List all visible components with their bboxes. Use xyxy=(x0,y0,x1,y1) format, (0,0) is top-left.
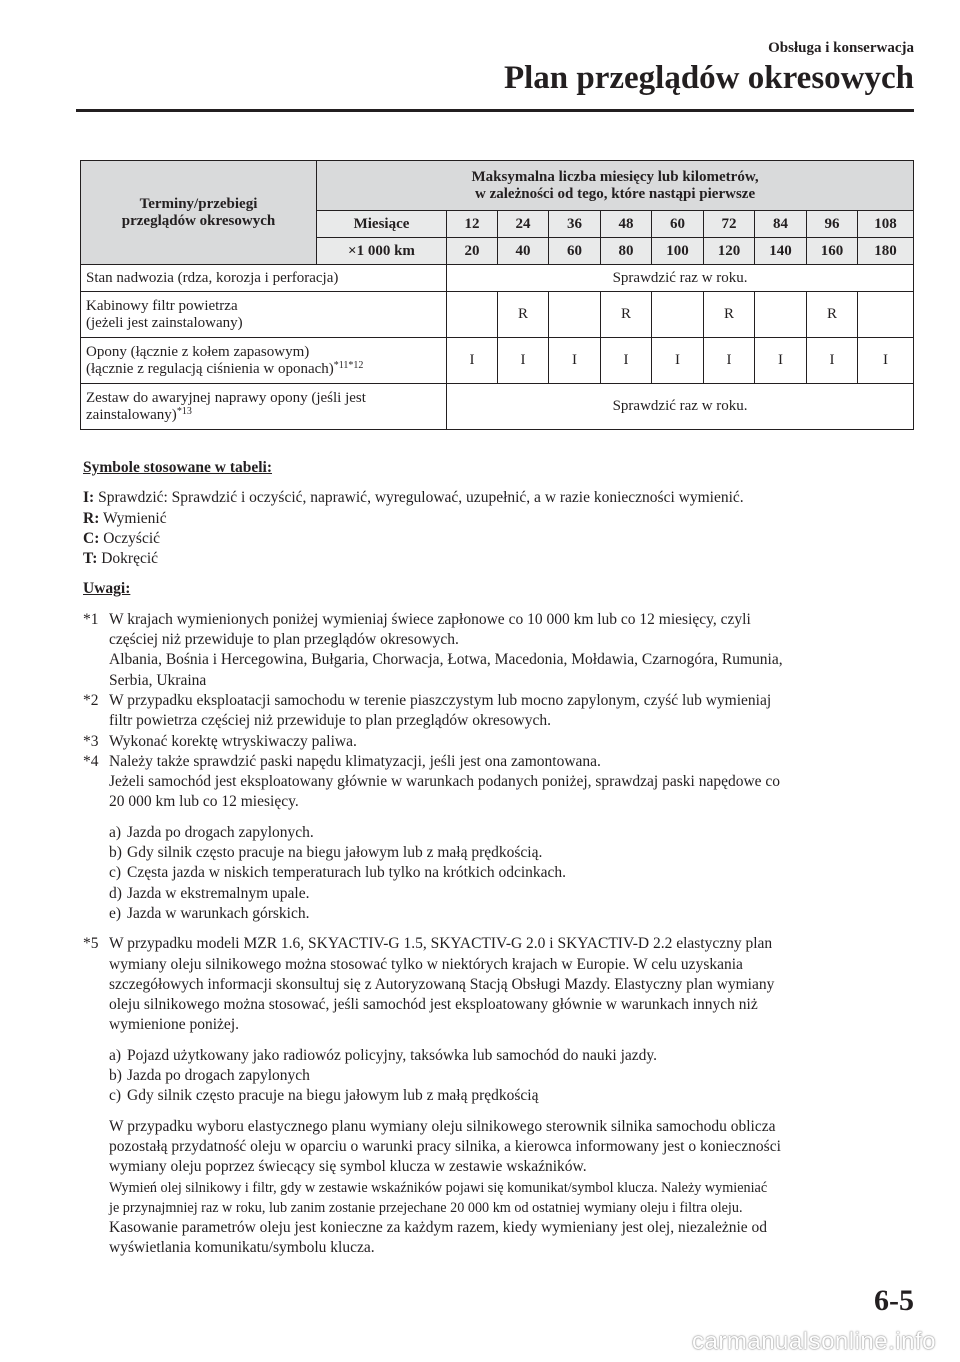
item-text: (łącznie z regulacją ciśnienia w oponach) xyxy=(86,360,334,377)
header-left-line: przeglądów okresowych xyxy=(121,212,276,229)
note-line: częściej niż przewiduje to plan przeglądów okresowych. xyxy=(109,631,459,649)
item-text: Kabinowy filtr powietrza xyxy=(86,297,238,314)
note-line: W krajach wymienionych poniżej wymieniaj świece zapłonowe co 10 000 km lub co 12 miesięcy, czyli xyxy=(109,610,751,628)
interval-cell: I xyxy=(858,338,914,384)
list-text: Jazda w ekstremalnym upale. xyxy=(127,884,310,902)
footnote-ref: *11*12 xyxy=(333,359,364,371)
paragraph-line: Kasowanie parametrów oleju jest konieczne za każdym razem, kiedy wymieniany jest olej, niezależnie od xyxy=(109,1219,768,1237)
symbol-item xyxy=(83,529,913,549)
list-letter: b) xyxy=(109,1067,122,1085)
km-cell: 100 xyxy=(652,238,704,265)
km-cell: 20 xyxy=(447,238,498,265)
watermark-text: carmanualsonline.info xyxy=(692,1328,936,1355)
section-header: Obsługa i konserwacja xyxy=(768,40,914,56)
list-text: Gdy silnik często pracuje na biegu jałowym lub z małą prędkością xyxy=(127,1087,539,1105)
note-3 xyxy=(83,732,913,752)
km-label: ×1 000 km xyxy=(317,238,447,265)
month-cell: 72 xyxy=(704,211,755,238)
item-text: (jeżeli jest zainstalowany) xyxy=(86,314,243,331)
interval-cell: I xyxy=(498,338,549,384)
note-2 xyxy=(83,691,913,732)
paragraph-line: je przynajmniej raz w roku, lub zanim zostanie przejechane 20 000 km od ostatniej wymiany oleju i filtra oleju. xyxy=(109,1199,743,1216)
notes-heading: Uwagi: xyxy=(83,580,131,598)
note-line: Należy także sprawdzić paski napędu klimatyzacji, jeśli jest ona zamontowana. xyxy=(109,752,601,770)
list-item xyxy=(83,1046,913,1066)
list-item xyxy=(83,904,913,924)
list-letter: a) xyxy=(109,823,122,841)
symbol-key: I: xyxy=(83,489,95,507)
interval-cell: I xyxy=(704,338,755,384)
note-line: Jeżeli samochód jest eksploatowany głównie w warunkach podanych poniżej, sprawdzaj paski napędowe co xyxy=(109,773,781,791)
list-item xyxy=(83,884,913,904)
symbols-heading: Symbole stosowane w tabeli: xyxy=(83,459,273,476)
table-row xyxy=(81,384,914,430)
km-cell: 180 xyxy=(858,238,914,265)
note-line: filtr powietrza częściej niż przewiduje to plan przeglądów okresowych. xyxy=(109,712,551,730)
table-row xyxy=(81,338,914,384)
list-letter: d) xyxy=(109,884,122,902)
symbol-text: Wymienić xyxy=(102,509,167,527)
list-text: Jazda w warunkach górskich. xyxy=(127,904,310,922)
header-left-line: Terminy/przebiegi xyxy=(139,195,258,212)
km-cell: 60 xyxy=(549,238,601,265)
interval-cell xyxy=(652,292,704,338)
item-text: Stan nadwozia (rdza, korozja i perforacja) xyxy=(86,269,339,286)
list-text: Gdy silnik często pracuje na biegu jałowym lub z małą prędkością. xyxy=(127,844,543,862)
km-cell: 120 xyxy=(704,238,755,265)
paragraph-line: wymiany oleju poprzez świecący się symbol klucza w zestawie wskaźników. xyxy=(109,1158,587,1176)
title-rule xyxy=(76,109,914,112)
item-cell xyxy=(81,265,447,292)
note-line: Wykonać korektę wtryskiwaczy paliwa. xyxy=(109,732,357,750)
interval-cell: I xyxy=(755,338,807,384)
body-text xyxy=(83,458,913,1259)
paragraph-line: wyświetlania komunikatu/symbolu klucza. xyxy=(109,1239,375,1257)
km-cell: 40 xyxy=(498,238,549,265)
note-number: *3 xyxy=(83,732,99,750)
table-row xyxy=(81,265,914,292)
interval-cell xyxy=(755,292,807,338)
item-cell xyxy=(81,292,447,338)
note-line: wymiany oleju silnikowego można stosować tylko w niektórych krajach w Europie. W celu uzyskania xyxy=(109,955,743,973)
month-cell: 12 xyxy=(447,211,498,238)
paragraph-line: W przypadku wyboru elastycznego planu wymiany oleju silnikowego sterownik silnika samochodu oblicza xyxy=(109,1117,776,1135)
interval-cell: I xyxy=(601,338,652,384)
note-5-paragraph xyxy=(83,1117,913,1259)
months-label: Miesiące xyxy=(317,211,447,238)
month-cell: 48 xyxy=(601,211,652,238)
symbol-key: C: xyxy=(83,529,100,547)
note-line: szczegółowych informacji skonsultuj się z Autoryzowaną Stacją Obsługi Mazdy. Elastyczny plan wymiany xyxy=(109,975,775,993)
interval-cell: R xyxy=(807,292,858,338)
note-line: Serbia, Ukraina xyxy=(109,671,207,689)
paragraph-line: pozostałą przydatność oleju w oparciu o warunki pracy silnika, a kierowca informowany jest o konieczności xyxy=(109,1137,781,1155)
note-number: *2 xyxy=(83,691,99,709)
list-letter: a) xyxy=(109,1046,122,1064)
note-number: *4 xyxy=(83,752,99,770)
header-left-cell xyxy=(81,161,317,265)
month-cell: 96 xyxy=(807,211,858,238)
table-row xyxy=(81,292,914,338)
list-item xyxy=(83,1066,913,1086)
list-letter: c) xyxy=(109,1087,122,1105)
symbol-text: Dokręcić xyxy=(101,550,159,568)
km-cell: 140 xyxy=(755,238,807,265)
page-number: 6-5 xyxy=(874,1284,914,1317)
item-cell xyxy=(81,384,447,430)
list-text: Częsta jazda w niskich temperaturach lub tylko na krótkich odcinkach. xyxy=(127,864,567,882)
note-line: 20 000 km lub co 12 miesięcy. xyxy=(109,793,299,811)
interval-cell: R xyxy=(498,292,549,338)
km-cell: 160 xyxy=(807,238,858,265)
list-text: Jazda po drogach zapylonych. xyxy=(127,823,314,841)
km-cell: 80 xyxy=(601,238,652,265)
symbol-text: Oczyścić xyxy=(103,529,161,547)
note-1 xyxy=(83,610,913,691)
interval-cell xyxy=(447,292,498,338)
interval-cell: I xyxy=(807,338,858,384)
interval-cell: R xyxy=(601,292,652,338)
month-cell: 36 xyxy=(549,211,601,238)
item-text: Opony (łącznie z kołem zapasowym) xyxy=(86,343,310,360)
span-cell: Sprawdzić raz w roku. xyxy=(447,384,914,430)
list-text: Jazda po drogach zapylonych xyxy=(127,1067,310,1085)
month-cell: 108 xyxy=(858,211,914,238)
interval-cell: I xyxy=(652,338,704,384)
symbol-key: R: xyxy=(83,509,100,527)
header-right-cell xyxy=(317,161,914,211)
page-title: Plan przeglądów okresowych xyxy=(503,60,914,96)
note-number: *1 xyxy=(83,610,99,628)
interval-cell xyxy=(549,292,601,338)
header-right-line: Maksymalna liczba miesięcy lub kilometrów, xyxy=(471,168,759,185)
interval-cell: I xyxy=(549,338,601,384)
symbol-text: Sprawdzić: Sprawdzić i oczyścić, naprawić, wyregulować, uzupełnić, a w razie konieczności wymienić. xyxy=(98,489,744,507)
list-item xyxy=(83,823,913,843)
list-letter: b) xyxy=(109,844,122,862)
item-text: Zestaw do awaryjnej naprawy opony (jeśli jest xyxy=(86,389,366,406)
month-cell: 84 xyxy=(755,211,807,238)
list-text: Pojazd użytkowany jako radiowóz policyjny, taksówka lub samochód do nauki jazdy. xyxy=(127,1046,658,1064)
note-5 xyxy=(83,934,913,1035)
note-4 xyxy=(83,752,913,813)
symbol-item xyxy=(83,509,913,529)
item-cell xyxy=(81,338,447,384)
interval-cell xyxy=(858,292,914,338)
maintenance-schedule-table xyxy=(80,160,914,430)
list-letter: e) xyxy=(109,904,122,922)
note-line: W przypadku modeli MZR 1.6, SKYACTIV-G 1.5, SKYACTIV-G 2.0 i SKYACTIV-D 2.2 elastyczny plan xyxy=(109,935,773,953)
interval-cell: I xyxy=(447,338,498,384)
paragraph-line: Wymień olej silnikowy i filtr, gdy w zestawie wskaźników pojawi się komunikat/symbol klucza. Należy wymieniać xyxy=(109,1179,768,1196)
note-line: W przypadku eksploatacji samochodu w terenie piaszczystym lub mocno zapylonym, czyść lub wymieniaj xyxy=(109,691,772,709)
list-item xyxy=(83,1086,913,1106)
month-cell: 60 xyxy=(652,211,704,238)
interval-cell: R xyxy=(704,292,755,338)
list-letter: c) xyxy=(109,864,122,882)
symbol-item xyxy=(83,488,913,508)
note-line: Albania, Bośnia i Hercegowina, Bułgaria, Chorwacja, Łotwa, Macedonia, Mołdawia, Czarnogóra, Rumunia, xyxy=(109,651,783,669)
note-number: *5 xyxy=(83,935,99,953)
footnote-ref: *13 xyxy=(176,405,192,417)
symbol-key: T: xyxy=(83,550,98,568)
note-line: wymienione poniżej. xyxy=(109,1016,239,1034)
span-cell: Sprawdzić raz w roku. xyxy=(447,265,914,292)
month-cell: 24 xyxy=(498,211,549,238)
symbol-item xyxy=(83,549,913,569)
item-text: zainstalowany) xyxy=(86,406,177,423)
header-right-line: w zależności od tego, które nastąpi pierwsze xyxy=(475,185,756,202)
note-line: oleju silnikowego można stosować, jeśli samochód jest eksploatowany głównie w warunkach innych niż xyxy=(109,996,758,1014)
list-item xyxy=(83,863,913,883)
list-item xyxy=(83,843,913,863)
